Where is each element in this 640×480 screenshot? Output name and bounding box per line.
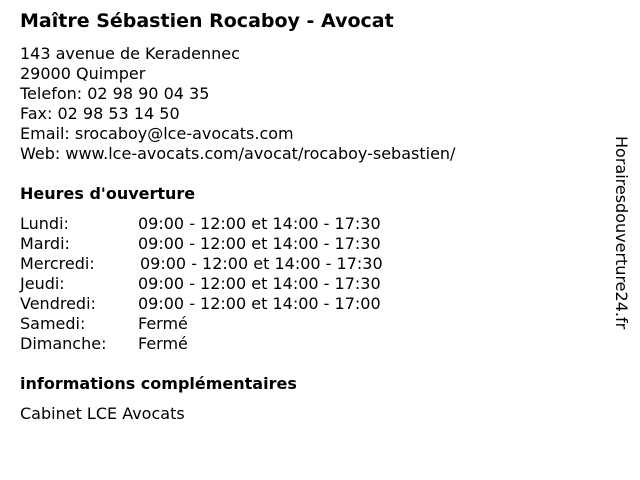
page-title: Maître Sébastien Rocaboy - Avocat (20, 10, 394, 32)
day-label: Jeudi: (20, 274, 65, 293)
day-label: Lundi: (20, 214, 69, 233)
phone-number: Telefon: 02 98 90 04 35 (20, 84, 210, 103)
time-value: 09:00 - 12:00 et 14:00 - 17:30 (140, 254, 383, 273)
contact-block (20, 44, 455, 164)
email-address: Email: srocaboy@lce-avocats.com (20, 124, 294, 143)
day-label: Vendredi: (20, 294, 96, 313)
day-label: Dimanche: (20, 334, 107, 353)
address-street: 143 avenue de Keradennec (20, 44, 240, 63)
time-value: Fermé (138, 314, 188, 333)
opening-hours-heading: Heures d'ouverture (20, 184, 196, 203)
time-value: Fermé (138, 334, 188, 353)
additional-info-text: Cabinet LCE Avocats (20, 404, 185, 423)
address-city: 29000 Quimper (20, 64, 146, 83)
time-value: 09:00 - 12:00 et 14:00 - 17:00 (138, 294, 381, 313)
time-value: 09:00 - 12:00 et 14:00 - 17:30 (138, 234, 381, 253)
time-value: 09:00 - 12:00 et 14:00 - 17:30 (138, 214, 381, 233)
website-url: Web: www.lce-avocats.com/avocat/rocaboy-sebastien/ (20, 144, 456, 163)
day-label: Mercredi: (20, 254, 95, 273)
day-label: Mardi: (20, 234, 70, 253)
site-watermark: Horairesdouverture24.fr (612, 136, 631, 330)
time-value: 09:00 - 12:00 et 14:00 - 17:30 (138, 274, 381, 293)
day-label: Samedi: (20, 314, 86, 333)
additional-info-heading: informations complémentaires (20, 374, 297, 393)
fax-number: Fax: 02 98 53 14 50 (20, 104, 180, 123)
